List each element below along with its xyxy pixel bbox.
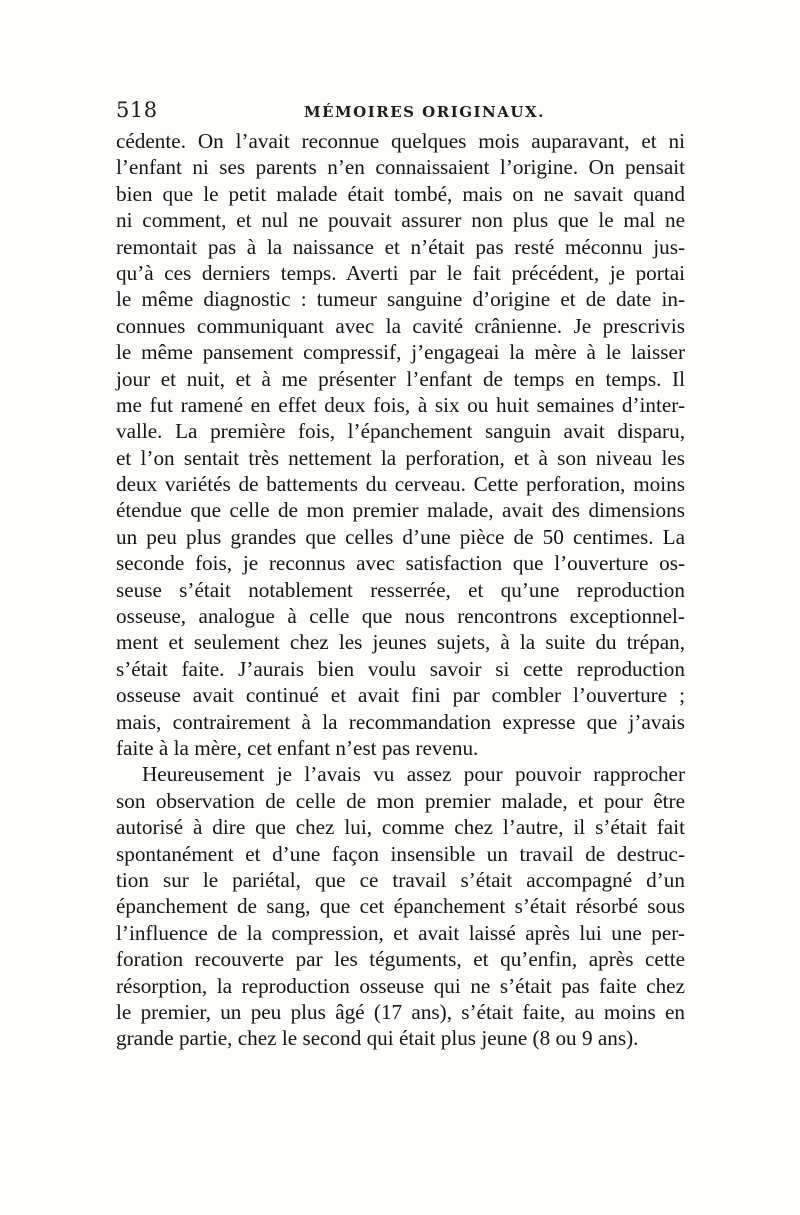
text-line: grande partie, chez le second qui était plus jeune (8 ou 9 ans). — [116, 1026, 639, 1051]
text-line: autorisé à dire que chez lui, comme chez l’autre, il s’était fait — [116, 815, 685, 840]
text-line: et l’on sentait très nettement la perforation, et à son niveau les — [116, 445, 685, 470]
text-line: cédente. On l’avait reconnue quelques mois auparavant, et ni — [116, 129, 685, 153]
text-line: tion sur le pariétal, que ce travail s’était accompagné d’un — [116, 867, 685, 892]
text-line: remontait pas à la naissance et n’était pas resté méconnu jus- — [116, 234, 685, 259]
text-line: foration recouverte par les téguments, et qu’enfin, après cette — [116, 947, 685, 972]
text-line: l’enfant ni ses parents n’en connaissaient l’origine. On pensait — [116, 155, 685, 180]
text-line: connues communiquant avec la cavité crânienne. Je prescrivis — [116, 313, 685, 338]
text-line: épanchement de sang, que cet épanchement s’était résorbé sous — [116, 894, 685, 919]
text-line: bien que le petit malade était tombé, mais on ne savait quand — [116, 181, 685, 206]
text-line: s’était faite. J’aurais bien voulu savoir si cette reproduction — [116, 656, 685, 681]
text-line: Heureusement je l’avais vu assez pour pouvoir rapprocher — [142, 762, 685, 787]
text-line: valle. La première fois, l’épanchement sanguin avait disparu, — [116, 419, 685, 444]
text-line: le même diagnostic : tumeur sanguine d’origine et de date in- — [116, 287, 685, 312]
text-line: me fut ramené en effet deux fois, à six ou huit semaines d’inter- — [116, 392, 685, 417]
running-title: MÉMOIRES ORIGINAUX. — [304, 103, 545, 121]
text-line: osseuse avait continué et avait fini par combler l’ouverture ; — [116, 683, 685, 708]
text-line: jour et nuit, et à me présenter l’enfant de temps en temps. Il — [116, 366, 685, 391]
text-line: étendue que celle de mon premier malade, avait des dimensions — [116, 498, 685, 523]
body-text — [116, 128, 685, 1052]
text-line: faite à la mère, cet enfant n’est pas revenu. — [116, 735, 479, 760]
text-line: ment et seulement chez les jeunes sujets, à la suite du trépan, — [116, 630, 685, 655]
page-header — [116, 96, 686, 126]
text-line: ni comment, et nul ne pouvait assurer non plus que le mal ne — [116, 208, 685, 233]
text-line: seconde fois, je reconnus avec satisfaction que l’ouverture os- — [116, 551, 685, 576]
text-line: spontanément et d’une façon insensible un travail de destruc- — [116, 841, 685, 866]
text-line: deux variétés de battements du cerveau. Cette perforation, moins — [116, 472, 685, 497]
text-line: le même pansement compressif, j’engageai la mère à le laisser — [116, 340, 685, 365]
text-line: mais, contrairement à la recommandation expresse que j’avais — [116, 709, 685, 734]
text-line: l’influence de la compression, et avait laissé après lui une per- — [116, 920, 685, 945]
text-line: osseuse, analogue à celle que nous rencontrons exceptionnel- — [116, 604, 685, 629]
text-line: son observation de celle de mon premier malade, et pour être — [116, 788, 685, 813]
text-line: qu’à ces derniers temps. Averti par le fait précédent, je portai — [116, 260, 685, 285]
text-line: seuse s’était notablement resserrée, et qu’une reproduction — [116, 577, 685, 602]
text-line: résorption, la reproduction osseuse qui ne s’était pas faite chez — [116, 973, 685, 998]
page-number: 518 — [116, 98, 158, 122]
text-line: le premier, un peu plus âgé (17 ans), s’était faite, au moins en — [116, 999, 685, 1024]
paragraph — [116, 128, 685, 761]
text-line: un peu plus grandes que celles d’une pièce de 50 centimes. La — [116, 524, 685, 549]
paragraph — [116, 761, 685, 1051]
